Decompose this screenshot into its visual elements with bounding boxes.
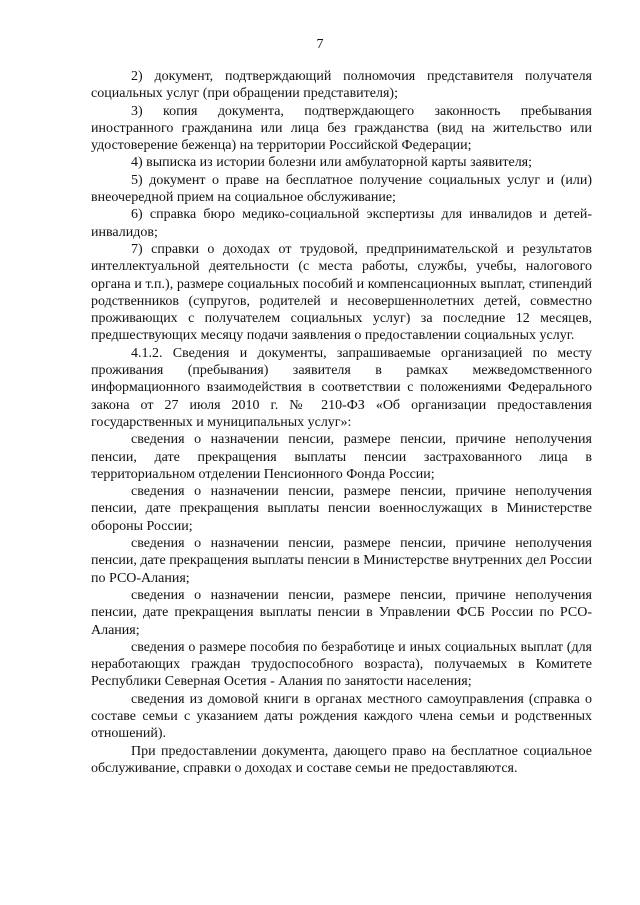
paragraph-pension-fsb: сведения о назначении пенсии, размере пенсии, причине неполучения пенсии, дате прекращения выплаты пенсии в Управлении ФСБ России по РСО-Алания; <box>91 587 592 638</box>
paragraph-pension-interior: сведения о назначении пенсии, размере пенсии, причине неполучения пенсии, дате прекращения выплаты пенсии в Министерстве внутренних дел России по РСО-Алания; <box>91 536 592 586</box>
paragraph-section-4-1-2: 4.1.2. Сведения и документы, запрашиваемые организацией по месту проживания (пребывания) заявителя в рамках межведомственного информационного взаимодействия в соответствии с положениями Федерального закона от 27 июля 2010 г. № 210-ФЗ «Об организации предоставления государственных и муниципальных услуг»: <box>91 345 592 430</box>
paragraph-pension-defense: сведения о назначении пенсии, размере пенсии, причине неполучения пенсии, дате прекращения выплаты пенсии военнослужащих в Министерстве обороны России; <box>91 484 592 534</box>
paragraph-item-6: 6) справка бюро медико-социальной экспертизы для инвалидов и детей-инвалидов; <box>91 207 592 240</box>
paragraph-item-3: 3) копия документа, подтверждающего законность пребывания иностранного гражданина или лица без гражданства (вид на жительство или удостоверение беженца) на территории Российской Федерации; <box>91 103 592 154</box>
paragraph-item-4: 4) выписка из истории болезни или амбулаторной карты заявителя; <box>131 155 533 171</box>
document-body <box>91 68 592 777</box>
paragraph-unemployment: сведения о размере пособия по безработице и иных социальных выплат (для неработающих граждан трудоспособного возраста), получаемых в Комитете Республики Северная Осетия - Алания по занятости населения; <box>91 639 592 690</box>
paragraph-house-book: сведения из домовой книги в органах местного самоуправления (справка о составе семьи с указанием даты рождения каждого члена семьи и родственных отношений). <box>91 691 592 742</box>
paragraph-pension-pfr: сведения о назначении пенсии, размере пенсии, причине неполучения пенсии, дате прекращения выплаты пенсии застрахованного лица в территориальном отделении Пенсионного Фонда России; <box>91 432 592 482</box>
paragraph-item-2: 2) документ, подтверждающий полномочия представителя получателя социальных услуг (при обращении представителя); <box>91 69 592 102</box>
paragraph-item-7: 7) справки о доходах от трудовой, предпринимательской и результатов интеллектуальной деятельности (с места работы, службы, учебы, налогового органа и т.п.), размере социальных пособий и компенсационных выплат, стипендий родственников (супругов, родителей и несовершеннолетних детей, совместно проживающих с получателем социальных услуг) за последние 12 месяцев, предшествующих месяцу подачи заявления о предоставлении социальных услуг. <box>91 241 592 344</box>
paragraph-item-5: 5) документ о праве на бесплатное получение социальных услуг и (или) внеочередной прием на социальное обслуживание; <box>91 172 592 206</box>
paragraph-closing: При предоставлении документа, дающего право на бесплатное социальное обслуживание, справки о доходах и составе семьи не предоставляются. <box>91 743 592 776</box>
page-number: 7 <box>316 37 324 52</box>
